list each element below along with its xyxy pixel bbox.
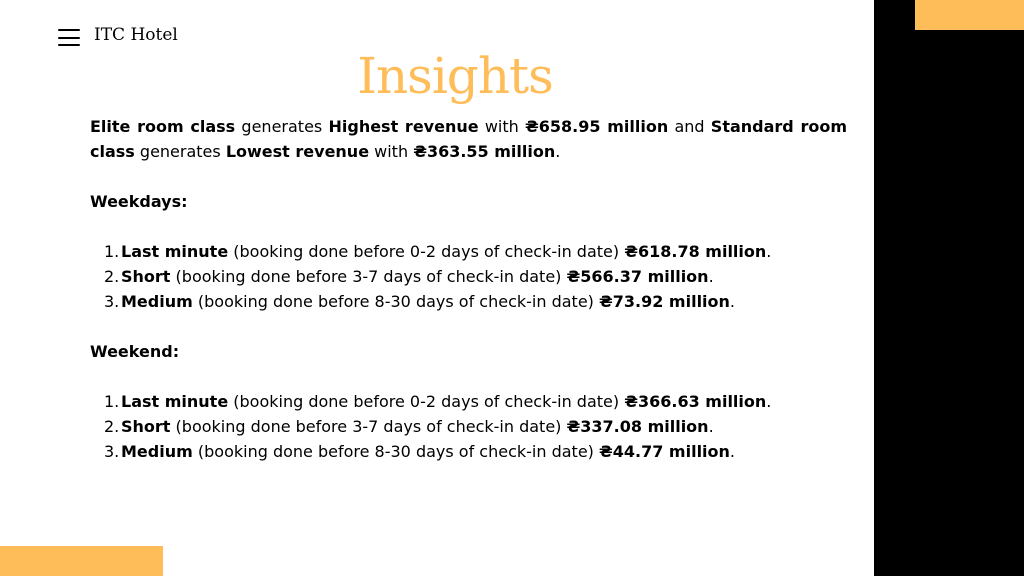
right-black-panel [874,0,1024,576]
intro-text: ₴363.55 million [413,142,556,161]
item-value: ₴73.92 million [599,292,730,311]
item-end: . [708,417,714,436]
item-description: (booking done before 3-7 days of check-in date) [175,267,562,286]
intro-paragraph [90,114,847,164]
insights-content [90,114,847,464]
weekend-list [90,389,847,464]
intro-text: with [484,117,519,136]
item-label: Short [121,417,171,436]
item-description: (booking done before 3-7 days of check-in date) [175,417,562,436]
intro-text: Lowest revenue [225,142,370,161]
item-end: . [708,267,714,286]
item-end: . [766,392,772,411]
page-title: Insights [357,47,553,105]
list-item [90,239,847,264]
list-item [90,264,847,289]
list-item [90,439,847,464]
item-number: 3. [104,442,120,461]
item-description: (booking done before 8-30 days of check-in date) [197,292,594,311]
item-label: Short [121,267,171,286]
item-label: Last minute [121,392,229,411]
top-accent-bar [915,0,1024,30]
item-number: 2. [104,417,120,436]
item-value: ₴366.63 million [624,392,767,411]
item-description: (booking done before 8-30 days of check-in date) [197,442,594,461]
item-description: (booking done before 0-2 days of check-in date) [233,242,620,261]
intro-text: Standard room class [90,117,848,161]
item-number: 1. [104,392,120,411]
weekdays-list [90,239,847,314]
intro-text: and [674,117,705,136]
item-label: Last minute [121,242,229,261]
weekend-heading: Weekend: [90,342,180,361]
item-value: ₴618.78 million [624,242,767,261]
item-label: Medium [121,442,193,461]
list-item [90,414,847,439]
intro-text: generates [241,117,323,136]
intro-text: Highest revenue [328,117,479,136]
intro-text: with [374,142,409,161]
item-end: . [729,442,736,461]
weekdays-heading: Weekdays: [90,192,188,211]
bottom-accent-bar [0,546,163,576]
intro-text: generates [139,142,221,161]
list-item [90,289,847,314]
item-number: 2. [104,267,120,286]
item-number: 1. [104,242,120,261]
intro-text: . [555,142,561,161]
item-value: ₴337.08 million [566,417,709,436]
item-value: ₴566.37 million [566,267,709,286]
item-end: . [729,292,736,311]
item-end: . [766,242,772,261]
item-value: ₴44.77 million [599,442,730,461]
list-item [90,389,847,414]
intro-text: ₴658.95 million [525,117,669,136]
brand-name: ITC Hotel [94,25,178,45]
item-label: Medium [121,292,193,311]
item-number: 3. [104,292,120,311]
item-description: (booking done before 0-2 days of check-in date) [233,392,620,411]
hamburger-menu-icon[interactable] [58,29,80,46]
intro-text: Elite room class [90,117,236,136]
